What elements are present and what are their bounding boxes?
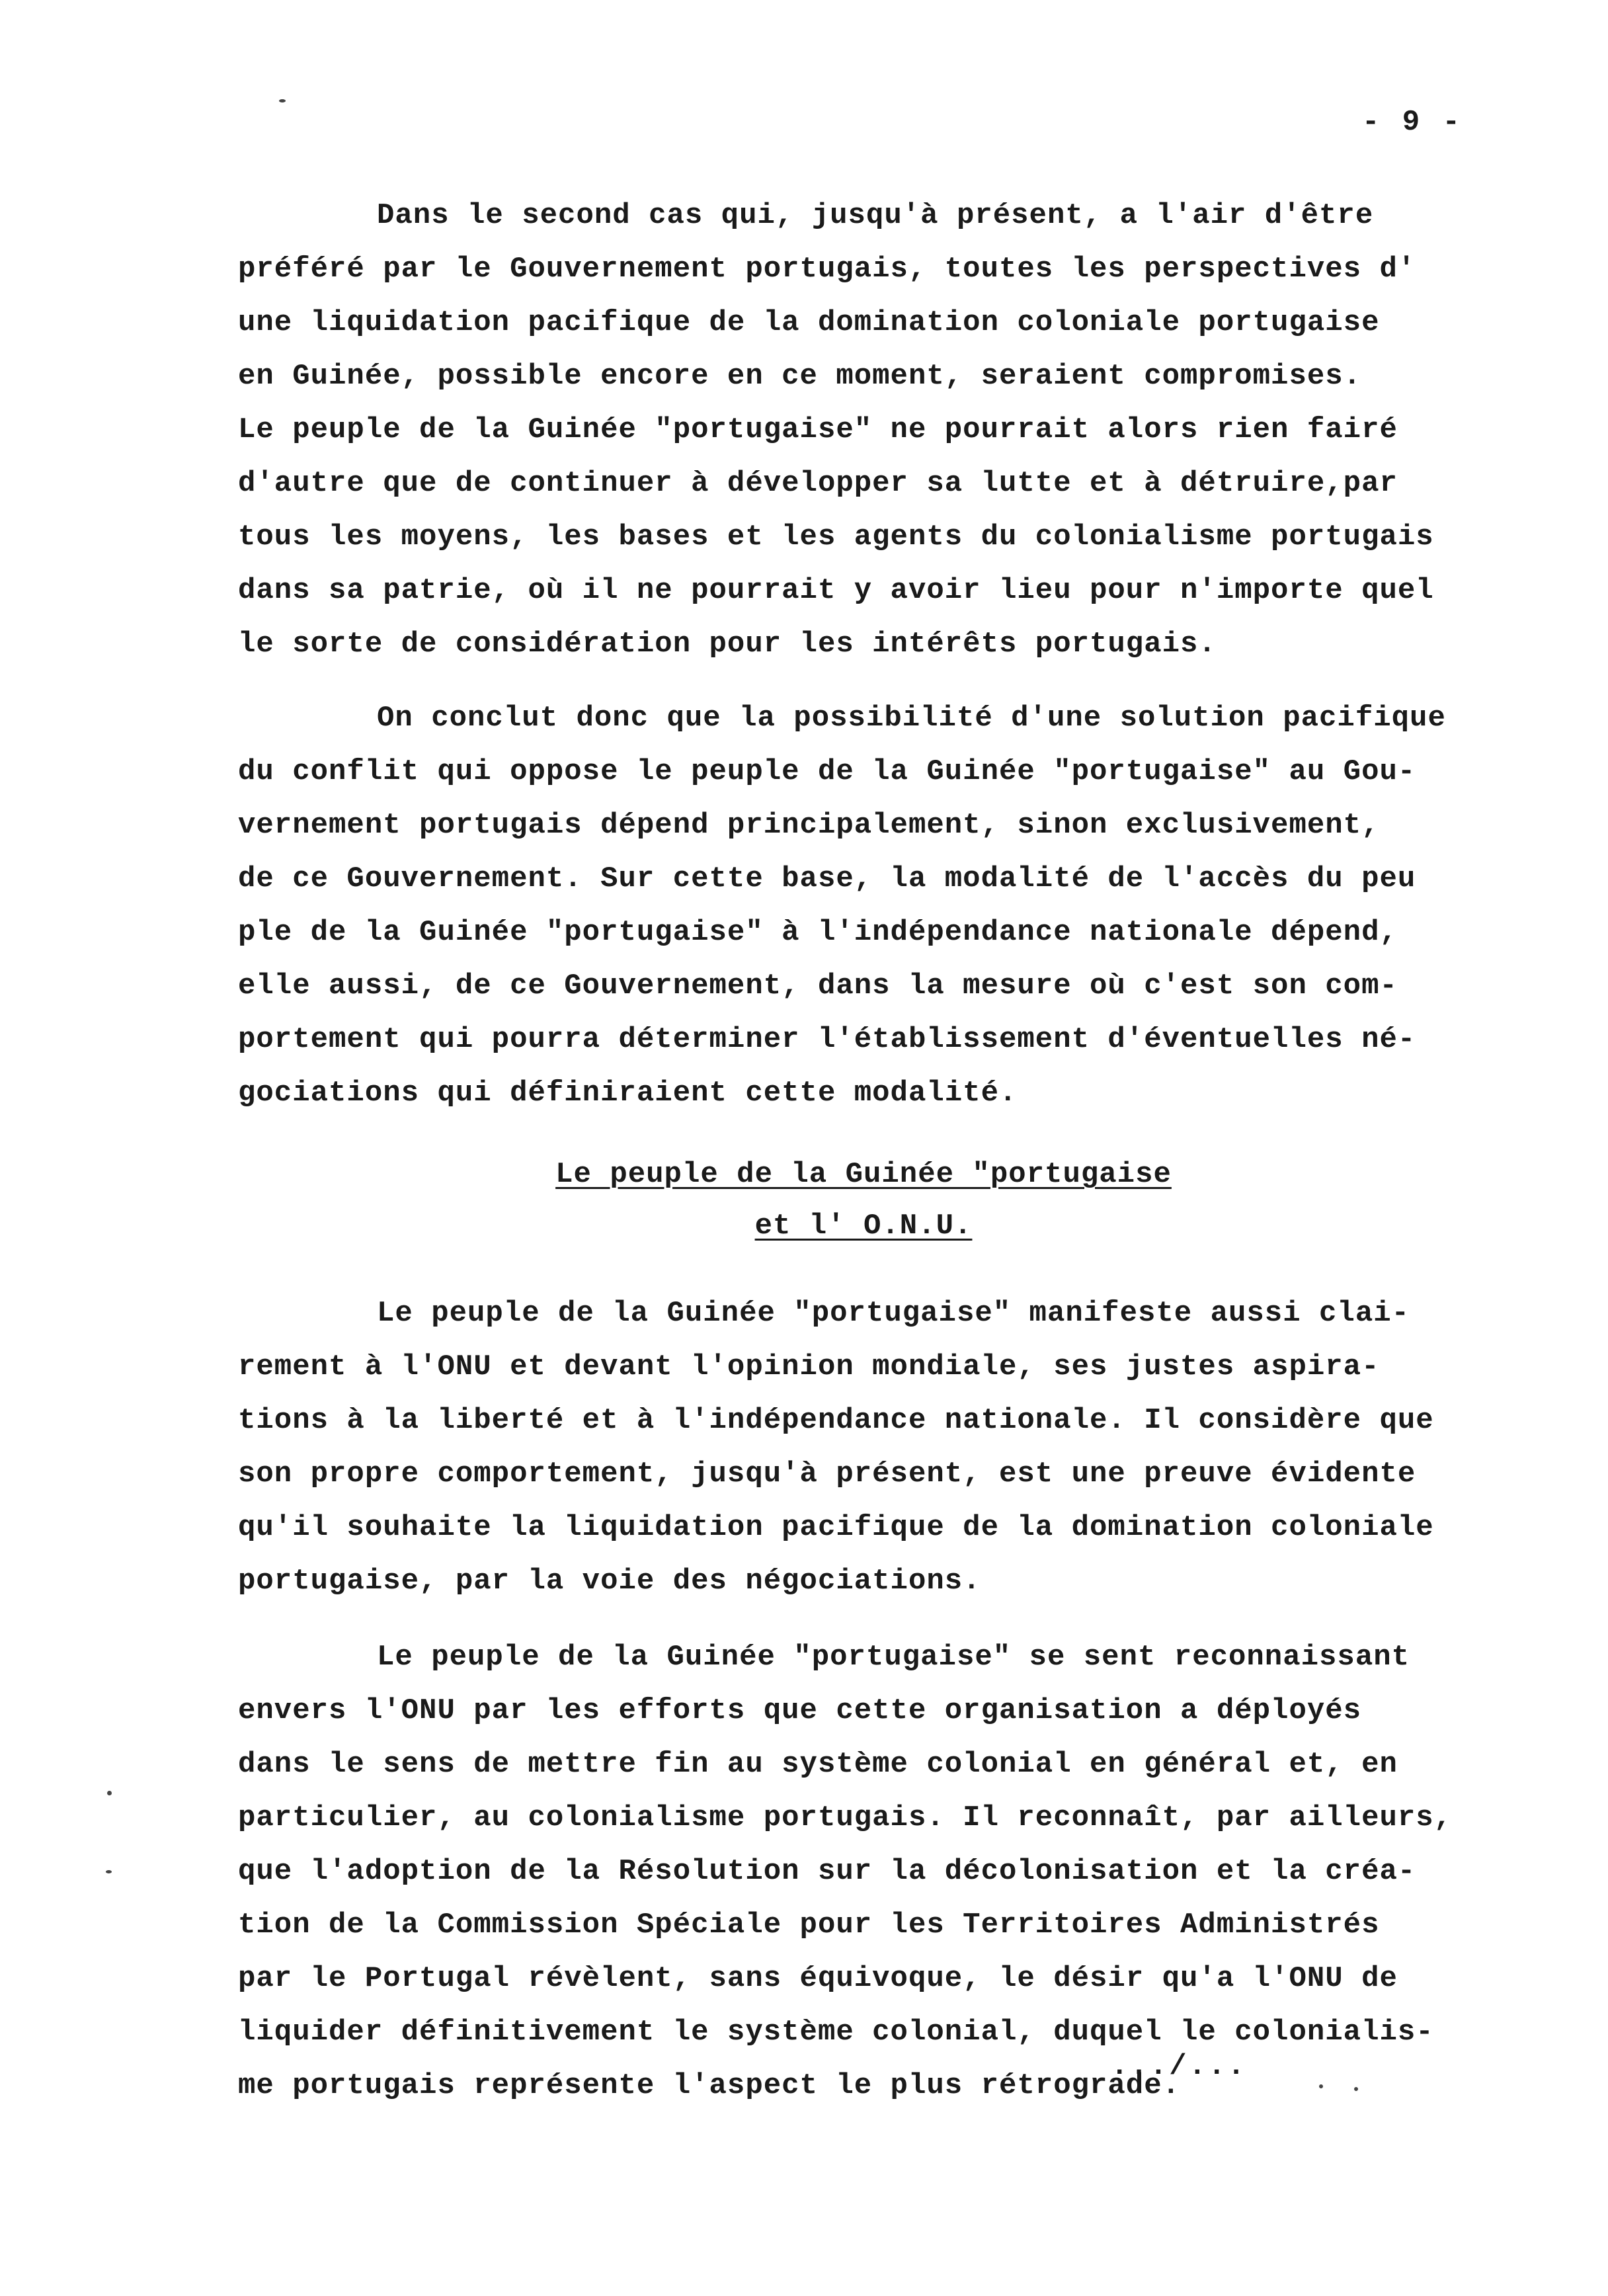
continuation-mark: .../... [1111, 2050, 1247, 2083]
text-line: gociations qui définiraient cette modalité. [238, 1077, 1018, 1110]
text-line: elle aussi, de ce Gouvernement, dans la mesure où c'est son com- [238, 969, 1398, 1003]
scan-speck [1354, 2087, 1358, 2091]
text-line: tion de la Commission Spéciale pour les Territoires Administrés [238, 1908, 1380, 1942]
text-line: que l'adoption de la Résolution sur la décolonisation et la créa- [238, 1855, 1416, 1888]
paragraph-4 [238, 1631, 1452, 2113]
paragraph-2 [238, 692, 1446, 1120]
text-line: préféré par le Gouvernement portugais, toutes les perspectives d' [238, 253, 1416, 286]
text-line: tions à la liberté et à l'indépendance nationale. Il considère que [238, 1404, 1434, 1437]
text-line: portement qui pourra déterminer l'établissement d'éventuelles né- [238, 1023, 1416, 1056]
section-heading-line-2 [60, 1201, 1608, 1251]
text-line: Le peuple de la Guinée "portugaise" ne pourrait alors rien fairé [238, 413, 1398, 446]
text-line: dans sa patrie, où il ne pourrait y avoir lieu pour n'importe quel [238, 574, 1434, 607]
paragraph-3 [238, 1287, 1434, 1608]
text-line: de ce Gouvernement. Sur cette base, la modalité de l'accès du peu [238, 862, 1416, 895]
text-line: par le Portugal révèlent, sans équivoque, le désir qu'a l'ONU de [238, 1962, 1398, 1995]
section-heading-text-1: Le peuple de la Guinée "portugaise [555, 1158, 1172, 1191]
text-line: d'autre que de continuer à développer sa lutte et à détruire,par [238, 467, 1398, 500]
text-line: On conclut donc que la possibilité d'une solution pacifique [377, 702, 1446, 735]
text-line: me portugais représente l'aspect le plus rétrograde. [238, 2069, 1181, 2102]
scan-speck [106, 1870, 112, 1873]
text-line: une liquidation pacifique de la domination coloniale portugaise [238, 306, 1380, 339]
text-line: portugaise, par la voie des négociations. [238, 1565, 981, 1598]
text-line: Dans le second cas qui, jusqu'à présent, a l'air d'être [377, 199, 1374, 232]
text-line: dans le sens de mettre fin au système colonial en général et, en [238, 1748, 1398, 1781]
text-line: le sorte de considération pour les intérêts portugais. [238, 628, 1217, 661]
text-line: liquider définitivement le système colonial, duquel le colonialis- [238, 2016, 1434, 2049]
scan-speck [279, 99, 286, 102]
text-line: rement à l'ONU et devant l'opinion mondiale, ses justes aspira- [238, 1350, 1380, 1383]
scan-speck [1319, 2084, 1323, 2088]
text-line: Le peuple de la Guinée "portugaise" se sent reconnaissant [377, 1641, 1410, 1674]
section-heading-line-1 [60, 1149, 1608, 1200]
page-number: - 9 - [1362, 106, 1463, 139]
text-line: du conflit qui oppose le peuple de la Guinée "portugaise" au Gou- [238, 755, 1416, 788]
text-line: tous les moyens, les bases et les agents du colonialisme portugais [238, 520, 1434, 554]
text-line: vernement portugais dépend principalement, sinon exclusivement, [238, 809, 1380, 842]
scan-speck [107, 1791, 112, 1795]
text-line: son propre comportement, jusqu'à présent, est une preuve évidente [238, 1457, 1416, 1491]
text-line: ple de la Guinée "portugaise" à l'indépendance nationale dépend, [238, 916, 1398, 949]
text-line: Le peuple de la Guinée "portugaise" manifeste aussi clai- [377, 1297, 1410, 1330]
paragraph-1 [238, 189, 1434, 671]
section-heading-text-2: et l' O.N.U. [754, 1210, 973, 1243]
text-line: en Guinée, possible encore en ce moment, seraient compromises. [238, 360, 1362, 393]
text-line: envers l'ONU par les efforts que cette organisation a déployés [238, 1694, 1362, 1727]
text-line: particulier, au colonialisme portugais. Il reconnaît, par ailleurs, [238, 1801, 1453, 1834]
text-line: qu'il souhaite la liquidation pacifique de la domination coloniale [238, 1511, 1434, 1544]
